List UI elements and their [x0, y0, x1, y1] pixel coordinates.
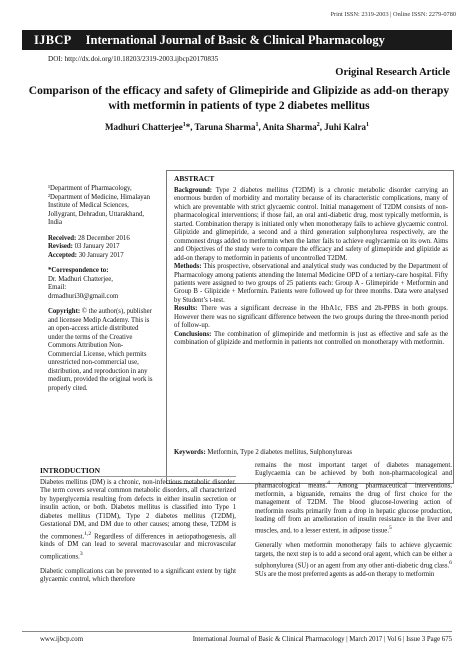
journal-abbreviation: IJBCP	[34, 32, 72, 47]
citation: 3	[79, 550, 83, 557]
correspondence	[48, 267, 154, 301]
accepted-date: 30 January 2017	[77, 251, 124, 259]
background-label: Background:	[174, 187, 213, 194]
section-divider	[40, 476, 236, 477]
abstract-heading: ABSTRACT	[174, 174, 215, 183]
citation: 4	[327, 479, 330, 486]
citation: 6	[449, 560, 452, 567]
revised-label: Revised:	[48, 243, 73, 250]
journal-name: International Journal of Basic & Clinical Pharmacology	[85, 32, 385, 47]
abstract-conclusions	[174, 331, 448, 348]
author-affiliation-mark: 1	[255, 122, 259, 128]
methods-text: This prospective, observational and analytical study was conducted by the Department of Pharmacology among patients attending the Internal Medicine OPD of a tertiary-care hospital. Fifty patients were assigned to two groups of 25 patients each: Group A - Glimepiride + Metformin and Group B - Glipizide + Metformin. Patients were followed up for three months. Data were analysed by Student’s t-test.	[174, 263, 448, 304]
article-info-sidebar	[48, 185, 154, 400]
abstract-box	[166, 170, 454, 484]
copyright	[48, 308, 154, 393]
conclusions-label: Conclusions:	[174, 330, 212, 338]
intro-paragraph-2: Diabetic complications can be prevented to a significant extent by tight glycaemic control, which therefore	[40, 567, 236, 584]
revised-date: 03 January 2017	[72, 243, 120, 250]
received-date: 28 December 2016	[76, 234, 130, 242]
author-separator: ,	[319, 122, 325, 132]
article-type: Original Research Article	[335, 67, 450, 78]
methods-label: Methods:	[174, 263, 202, 271]
body-column-right	[255, 462, 452, 585]
intro-paragraph-4	[255, 542, 452, 579]
journal-banner	[22, 30, 452, 50]
paragraph-text: Generally when metformin monotherapy fails to achieve glycaemic targets, the next step is to add a second oral agent, which can be either a sulphonylurea (SU) or an agent from any other anti-diabetic drug class.	[255, 542, 452, 570]
abstract-results	[174, 305, 448, 330]
paragraph-text: remains the most important target of diabetes management. Euglycaemia can be achieved by both non-pharmacological and pharmacological means.	[255, 462, 452, 490]
correspondence-name: Dr. Madhuri Chatterjee,	[48, 275, 113, 283]
author-affiliation-mark: 1	[366, 122, 370, 128]
abstract-background	[174, 187, 448, 263]
results-text: There was a significant decrease in the HbA1c, FBS and 2h-PPBS in both groups. However there was no significant difference between the two groups during the three-month period of follow-up.	[174, 305, 448, 330]
citation: 1,2	[84, 530, 92, 537]
citation: 5	[389, 525, 392, 532]
conclusions-text: The combination of glimepiride and metformin is just as effective and safe as the combination of glipizide and metformin in patients not controlled on monotherapy with metformin.	[174, 330, 448, 347]
issn-line: Print ISSN: 2319-2003 | Online ISSN: 2279-0780	[330, 11, 456, 18]
abstract-methods	[174, 263, 448, 305]
intro-paragraph-3	[255, 462, 452, 536]
background-text: Type 2 diabetes mellitus (T2DM) is a chronic metabolic disorder carrying an enormous burden of morbidity and mortality because of its characteristic complications, many of which are preventable with strict glycaemic control. Initial management of T2DM consists of non-pharmacological interventions; if those fail, an oral anti-diabetic drug, most typically metformin, is started. Combination therapy is initiated only when monotherapy fails to achieve glycaemic control. Glipizide and glimepiride, a second and a third generation sulphonylurea respectively, are the commonest drugs added to metformin when the latter fails to achieve euglycaemia on its own. Aims and Objectives of the study were to compare the efficacy and safety of glimepiride and glipizide as add-on therapy to metformin in patients of uncontrolled T2DM.	[174, 187, 448, 262]
results-label: Results:	[174, 305, 198, 313]
affiliations: ¹Department of Pharmacology, ²Department of Medicine, Himalayan Institute of Medical Sciences, Jollygrant, Dehradun, Uttarakhand, India	[48, 185, 151, 226]
intro-paragraph-1	[40, 479, 236, 562]
paragraph-text: SUs are the most preferred agents as add-on therapy to metformin	[255, 570, 435, 578]
copyright-label: Copyright:	[48, 308, 81, 315]
author-name: Madhuri Chatterjee	[104, 122, 183, 132]
introduction-heading: INTRODUCTION	[40, 466, 101, 475]
author-affiliation-mark: 2	[316, 122, 320, 128]
footer-website[interactable]: www.ijbcp.com	[40, 636, 83, 643]
author-name: Anita Sharma	[262, 122, 317, 132]
dates	[48, 235, 154, 261]
author-separator: *,	[185, 122, 195, 132]
copyright-text: © the author(s), publisher and licensee Medip Academy. This is an open-access article distributed under the terms of the Creative Commons Attribution Non-Commercial License, which permits unrestricted non-commercial use, distribution, and reproduction in any medium, provided the original work is properly cited.	[48, 308, 153, 392]
paragraph-text: Diabetes mellitus (DM) is a chronic, non-infectious metabolic disorder. The term covers several common metabolic disorders, all characterized by hyperglycemia resulting from defects in either insulin secretion or insulin action, or both. Diabetes mellitus is classified into Type 1 diabetes mellitus (T1DM), Type 2 diabetes mellitus (T2DM), Gestational DM, and DM due to other causes; among these, T2DM is the commonest.	[40, 479, 236, 540]
article-title: Comparison of the efficacy and safety of Glimepiride and Glipizide as add-on therapy with metformin in patients of type 2 diabetes mellitus	[28, 85, 450, 112]
paragraph-text: Among pharmaceutical interventions, metformin, a biguanide, remains the drug of first choice for the management of T2DM. The blood glucose-lowering action of metformin results primarily from a drop in hepatic glucose production, leading off from an amelioration of insulin resistance in the liver and muscles, and, to a lesser extent, in adipose tissue.	[255, 482, 453, 535]
keywords-label: Keywords:	[174, 449, 206, 456]
author-list	[0, 122, 474, 132]
paragraph-text: Regardless of differences in aetiopathogenesis, all kinds of DM can lead to several macrovascular and microvascular complications.	[40, 532, 236, 561]
author-name: Taruna Sharma	[194, 122, 256, 132]
author-name: Juhi Kalra	[324, 122, 367, 132]
abstract-body	[174, 187, 448, 348]
keywords	[174, 449, 448, 456]
received-label: Received:	[48, 234, 77, 242]
correspondence-label: *Correspondence to:	[48, 267, 109, 274]
body-column-left	[40, 479, 236, 591]
doi-link[interactable]: DOI: http://dx.doi.org/10.18203/2319-2003.ijbcp20170835	[48, 55, 219, 63]
footer-divider	[22, 631, 452, 632]
footer-citation: International Journal of Basic & Clinical Pharmacology | March 2017 | Vol 6 | Issue 3 Page 675	[192, 636, 452, 643]
email-label: Email:	[48, 284, 67, 291]
author-separator: ,	[258, 122, 263, 132]
correspondence-email[interactable]: drmadhuri30@gmail.com	[48, 292, 119, 300]
author-affiliation-mark: 1	[182, 122, 186, 128]
keywords-text: Metformin, Type 2 diabetes mellitus, Sulphonylureas	[205, 449, 352, 456]
accepted-label: Accepted:	[48, 251, 78, 259]
